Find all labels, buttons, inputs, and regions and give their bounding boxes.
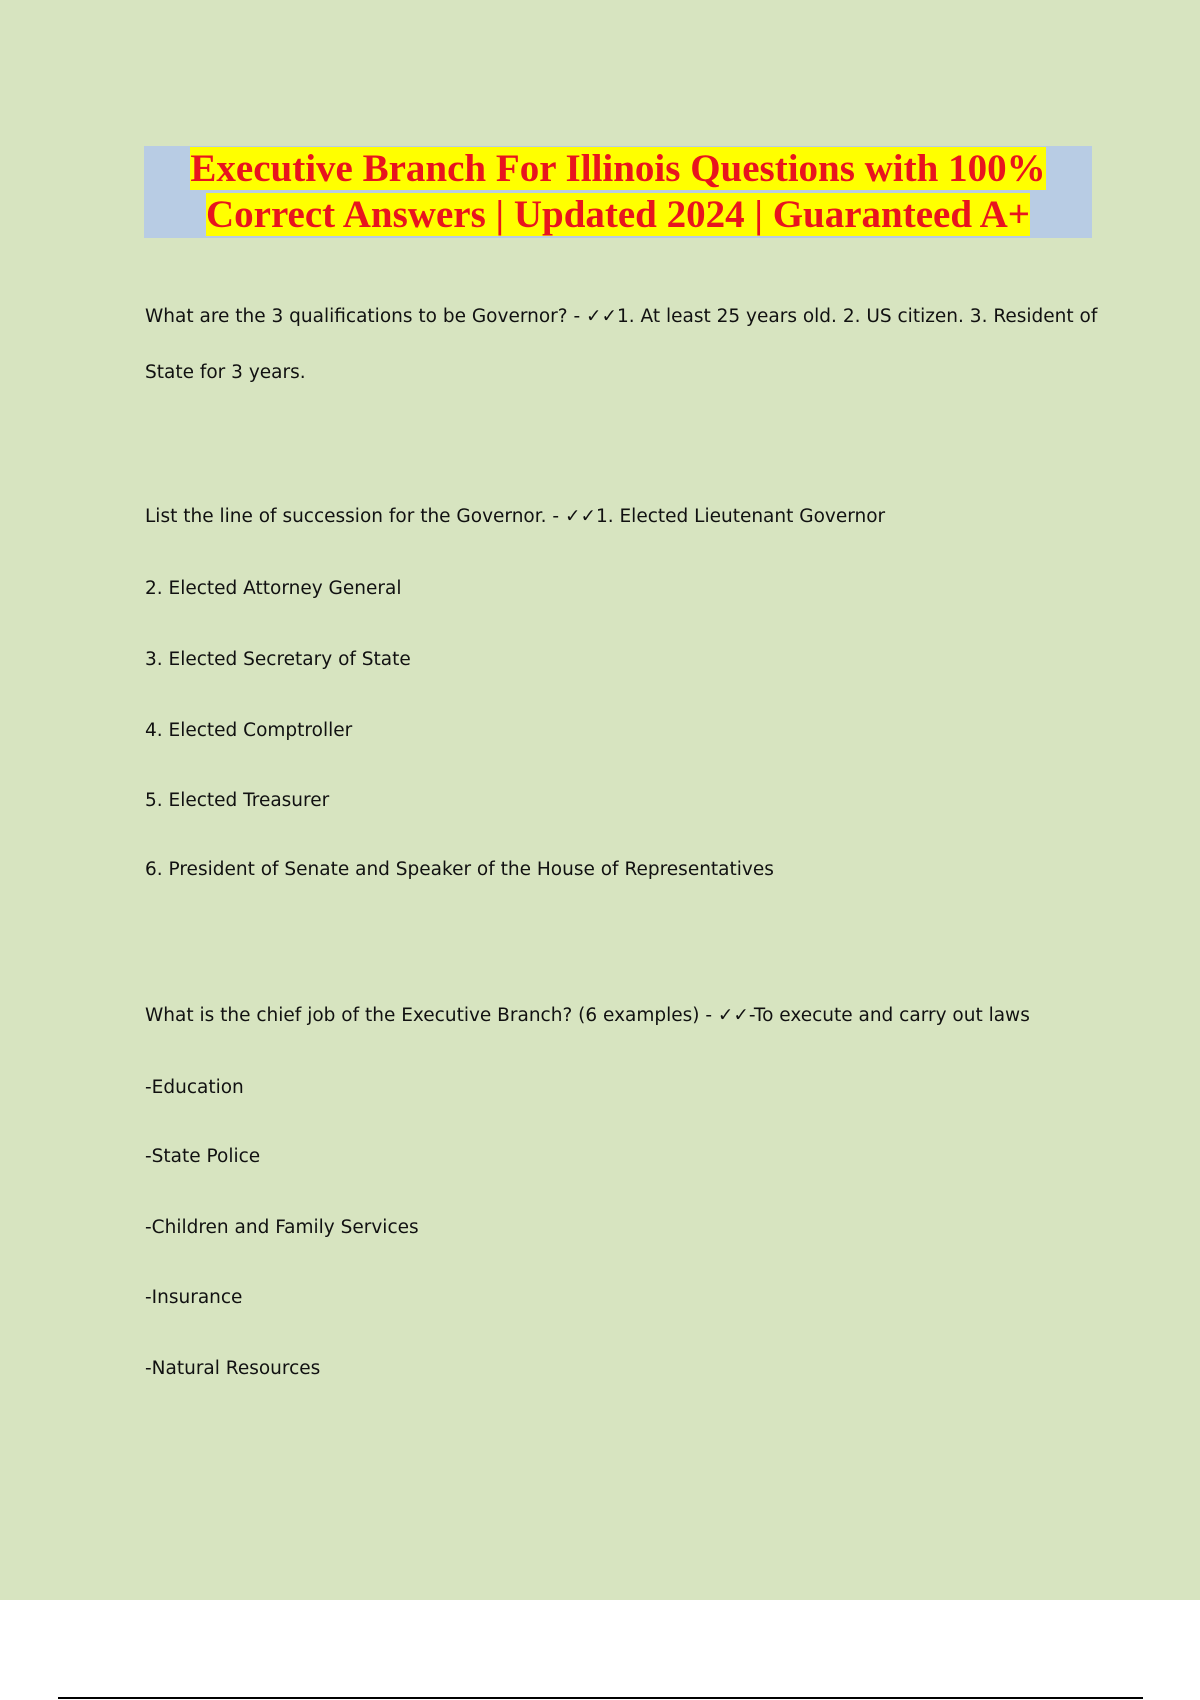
answer-2-item: 6. President of Senate and Speaker of the House of Representatives xyxy=(145,859,774,880)
answer-2-item: 4. Elected Comptroller xyxy=(145,720,353,741)
answer-3-item: -Education xyxy=(145,1077,244,1098)
answer-2-item: 2. Elected Attorney General xyxy=(145,578,402,599)
title-line-1: Executive Branch For Illinois Questions with 100% xyxy=(190,147,1046,190)
footer-rule xyxy=(58,1697,1143,1699)
answer-2-item: 3. Elected Secretary of State xyxy=(145,649,411,670)
question-3-line: What is the chief job of the Executive Branch? (6 examples) - ✓✓-To execute and carry out laws xyxy=(145,1005,1030,1026)
answer-3-item: -Natural Resources xyxy=(145,1358,321,1379)
answer-3-item: -Insurance xyxy=(145,1287,243,1308)
document-title xyxy=(190,146,1045,238)
title-banner xyxy=(144,146,1092,238)
answer-3-item: -State Police xyxy=(145,1146,261,1167)
answer-2-item: 5. Elected Treasurer xyxy=(145,790,330,811)
answer-3-item: -Children and Family Services xyxy=(145,1217,419,1238)
answer-1-line: State for 3 years. xyxy=(145,362,306,383)
title-line-2: Correct Answers | Updated 2024 | Guaranteed A+ xyxy=(205,193,1031,236)
question-2-line: List the line of succession for the Governor. - ✓✓1. Elected Lieutenant Governor xyxy=(145,506,886,527)
question-1-line: What are the 3 qualifications to be Governor? - ✓✓1. At least 25 years old. 2. US citizen. 3. Resident of xyxy=(145,306,1098,327)
